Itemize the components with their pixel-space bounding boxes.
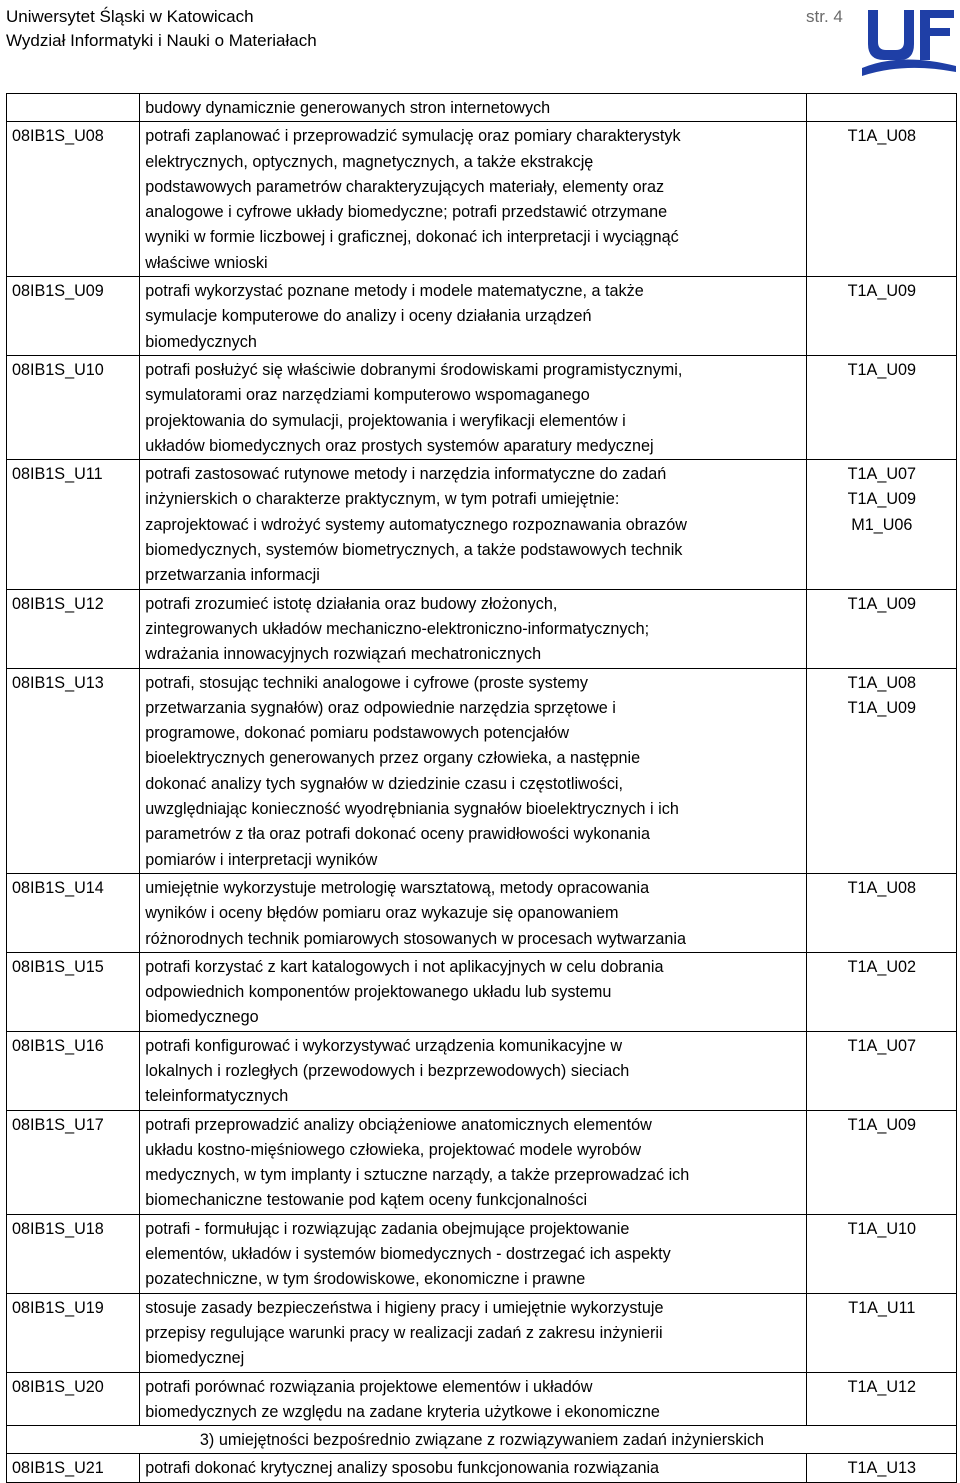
university-logo-icon: [860, 4, 958, 82]
table-row: [7, 1372, 957, 1426]
description-line: potrafi zrozumieć istotę działania oraz budowy złożonych,: [145, 594, 558, 613]
description-line: przetwarzania sygnałów) oraz odpowiednie narzędzia sprzętowe i: [145, 698, 616, 717]
outcome-code: 08IB1S_U18: [7, 1214, 140, 1293]
description-line: potrafi dokonać krytycznej analizy sposobu funkcjonowania rozwiązania: [145, 1459, 660, 1478]
table-row: [7, 668, 957, 873]
page-header: [0, 0, 960, 92]
description-line: różnorodnych technik pomiarowych stosowanych w procesach wytwarzania: [145, 929, 686, 948]
reference-code: T1A_U09: [847, 698, 917, 717]
reference-code: T1A_U09: [847, 282, 917, 301]
description-line: stosuje zasady bezpieczeństwa i higieny pracy i umiejętnie wykorzystuje: [145, 1298, 664, 1317]
table-row: [7, 1214, 957, 1293]
description-line: teleinformatycznych: [145, 1087, 289, 1106]
reference-code: T1A_U08: [847, 878, 917, 897]
reference-code: T1A_U13: [847, 1459, 917, 1478]
reference-code: T1A_U09: [847, 490, 917, 509]
description-line: biomechaniczne testowanie pod kątem oceny funkcjonalności: [145, 1191, 588, 1210]
description-line: potrafi - formułując i rozwiązując zadania obejmujące projektowanie: [145, 1219, 630, 1238]
outcome-code: 08IB1S_U16: [7, 1031, 140, 1110]
table-row: [7, 1031, 957, 1110]
outcome-description: [140, 460, 806, 589]
outcome-description: [140, 355, 806, 459]
outcome-description: [140, 122, 806, 277]
description-line: elementów, układów i systemów biomedycznych - dostrzegać ich aspekty: [145, 1245, 671, 1264]
description-line: wyniki w formie liczbowej i graficznej, dokonać ich interpretacji i wyciągnąć: [145, 228, 679, 247]
table-row: [7, 589, 957, 668]
description-line: programowe, dokonać pomiaru podstawowych potencjałów: [145, 724, 570, 743]
outcome-code: 08IB1S_U20: [7, 1372, 140, 1426]
outcome-description: [140, 1293, 806, 1372]
description-line: umiejętnie wykorzystuje metrologię warsztatową, metody opracowania: [145, 878, 650, 897]
description-line: uwzględniając konieczność wyodrębniania sygnałów bioelektrycznych i ich: [145, 800, 679, 819]
description-line: właściwe wnioski: [145, 253, 268, 272]
reference-code: T1A_U07: [847, 465, 917, 484]
outcome-code: 08IB1S_U10: [7, 355, 140, 459]
description-line: potrafi posłużyć się właściwie dobranymi środowiskami programistycznymi,: [145, 360, 683, 379]
outcome-reference: [806, 1372, 956, 1426]
description-line: przetwarzania informacji: [145, 566, 320, 585]
table-row: [7, 1293, 957, 1372]
outcome-description: [140, 277, 806, 356]
description-line: podstawowych parametrów charakteryzujących materiały, elementy oraz: [145, 177, 665, 196]
table-row: [7, 1110, 957, 1214]
table-row: [7, 355, 957, 459]
outcome-code: 08IB1S_U14: [7, 873, 140, 952]
description-line: biomedycznych: [145, 332, 257, 351]
outcome-reference: [806, 355, 956, 459]
section-heading: 3) umiejętności bezpośrednio związane z rozwiązywaniem zadań inżynierskich: [7, 1426, 957, 1454]
outcome-code: 08IB1S_U12: [7, 589, 140, 668]
outcome-reference: [806, 1031, 956, 1110]
learning-outcomes-table: [6, 93, 957, 1483]
description-line: symulatorami oraz narzędziami komputerowo wspomaganego: [145, 386, 590, 405]
reference-code: T1A_U12: [847, 1377, 917, 1396]
description-line: inżynierskich o charakterze praktycznym, w tym potrafi umiejętnie:: [145, 490, 620, 509]
description-line: analogowe i cyfrowe układy biomedyczne; potrafi przedstawić otrzymane: [145, 203, 668, 222]
description-line: biomedycznej: [145, 1349, 245, 1368]
description-line: wyników i oceny błędów pomiaru oraz wykazuje się opanowaniem: [145, 904, 619, 923]
description-line: potrafi wykorzystać poznane metody i modele matematyczne, a także: [145, 282, 644, 301]
reference-code: T1A_U02: [847, 957, 917, 976]
outcome-description: [140, 1214, 806, 1293]
outcome-reference: [806, 460, 956, 589]
outcome-description: [140, 1454, 806, 1482]
outcome-description: [140, 589, 806, 668]
outcome-code: 08IB1S_U11: [7, 460, 140, 589]
description-line: lokalnych i rozległych (przewodowych i bezprzewodowych) sieciach: [145, 1061, 630, 1080]
table-row: [7, 873, 957, 952]
description-line: potrafi konfigurować i wykorzystywać urządzenia komunikacyjne w: [145, 1036, 623, 1055]
table-row: [7, 122, 957, 277]
reference-code: M1_U06: [851, 515, 913, 534]
outcome-reference: [806, 122, 956, 277]
description-line: biomedycznego: [145, 1008, 259, 1027]
outcome-description: [140, 1031, 806, 1110]
description-line: potrafi zaplanować i przeprowadzić symulację oraz pomiary charakterystyk: [145, 127, 681, 146]
description-line: zintegrowanych układów mechaniczno-elektroniczno-informatycznych;: [145, 619, 650, 638]
section-row: [7, 1426, 957, 1454]
reference-code: T1A_U09: [847, 1115, 917, 1134]
outcome-description: [140, 873, 806, 952]
page-number: str. 4: [806, 7, 843, 26]
description-line: budowy dynamicznie generowanych stron internetowych: [145, 99, 551, 117]
description-line: odpowiednich komponentów projektowanego układu lub systemu: [145, 983, 612, 1002]
description-line: układu kostno-mięśniowego człowieka, projektować modele wyrobów: [145, 1140, 642, 1159]
university-name: Uniwersytet Śląski w Katowicach: [6, 7, 254, 26]
outcome-code: 08IB1S_U15: [7, 952, 140, 1031]
outcome-reference: [806, 277, 956, 356]
outcome-reference: [806, 1214, 956, 1293]
outcome-reference: [806, 589, 956, 668]
outcome-reference: [806, 668, 956, 873]
reference-code: T1A_U10: [847, 1219, 917, 1238]
table-row: [7, 94, 957, 122]
reference-code: T1A_U07: [847, 1036, 917, 1055]
description-line: potrafi, stosując techniki analogowe i cyfrowe (proste systemy: [145, 673, 588, 692]
description-line: zaprojektować i wdrożyć systemy automatycznego rozpoznawania obrazów: [145, 515, 687, 534]
outcome-description: [140, 952, 806, 1031]
outcome-description: [140, 1372, 806, 1426]
outcome-code: 08IB1S_U13: [7, 668, 140, 873]
table-row: [7, 1454, 957, 1482]
outcome-description: [140, 668, 806, 873]
description-line: medycznych, w tym implanty i sztuczne narządy, a także przeprowadzać ich: [145, 1166, 690, 1185]
description-line: pozatechniczne, w tym środowiskowe, ekonomiczne i prawne: [145, 1270, 586, 1289]
reference-code: T1A_U11: [848, 1298, 916, 1317]
outcome-reference: [806, 94, 956, 122]
outcome-reference: [806, 1110, 956, 1214]
description-line: dokonać analizy tych sygnałów w dziedzinie czasu i częstotliwości,: [145, 774, 624, 793]
outcome-description: [140, 94, 806, 122]
reference-code: T1A_U08: [847, 127, 917, 146]
outcome-code: 08IB1S_U09: [7, 277, 140, 356]
outcome-reference: [806, 873, 956, 952]
outcome-description: [140, 1110, 806, 1214]
description-line: pomiarów i interpretacji wyników: [145, 850, 378, 869]
description-line: wdrażania innowacyjnych rozwiązań mechatronicznych: [145, 645, 542, 664]
outcome-reference: [806, 952, 956, 1031]
reference-code: T1A_U08: [847, 673, 917, 692]
description-line: biomedycznych, systemów biometrycznych, a także podstawowych technik: [145, 541, 683, 560]
description-line: potrafi korzystać z kart katalogowych i not aplikacyjnych w celu dobrania: [145, 957, 664, 976]
outcome-code: 08IB1S_U08: [7, 122, 140, 277]
outcome-reference: [806, 1293, 956, 1372]
table-row: [7, 952, 957, 1031]
description-line: potrafi zastosować rutynowe metody i narzędzia informatyczne do zadań: [145, 465, 667, 484]
description-line: potrafi porównać rozwiązania projektowe elementów i układów: [145, 1377, 593, 1396]
outcome-code: 08IB1S_U21: [7, 1454, 140, 1482]
description-line: projektowania do symulacji, projektowania i weryfikacji elementów i: [145, 411, 626, 430]
outcome-code: [7, 94, 140, 122]
description-line: układów biomedycznych oraz prostych systemów aparatury medycznej: [145, 436, 654, 455]
description-line: przepisy regulujące warunki pracy w realizacji zadań z zakresu inżynierii: [145, 1323, 663, 1342]
table-row: [7, 460, 957, 589]
description-line: biomedycznych ze względu na zadane kryteria użytkowe i ekonomiczne: [145, 1402, 660, 1421]
table-row: [7, 277, 957, 356]
description-line: potrafi przeprowadzić analizy obciążeniowe anatomicznych elementów: [145, 1115, 652, 1134]
description-line: symulacje komputerowe do analizy i oceny działania urządzeń: [145, 307, 592, 326]
outcome-code: 08IB1S_U19: [7, 1293, 140, 1372]
reference-code: T1A_U09: [847, 360, 917, 379]
description-line: bioelektrycznych generowanych przez organy człowieka, a następnie: [145, 749, 641, 768]
description-line: elektrycznych, optycznych, magnetycznych, a także ekstrakcję: [145, 152, 594, 171]
description-line: parametrów z tła oraz potrafi dokonać oceny prawidłowości wykonania: [145, 825, 651, 844]
reference-code: T1A_U09: [847, 594, 917, 613]
outcome-code: 08IB1S_U17: [7, 1110, 140, 1214]
faculty-name: Wydział Informatyki i Nauki o Materiałach: [6, 31, 317, 50]
outcome-reference: [806, 1454, 956, 1482]
